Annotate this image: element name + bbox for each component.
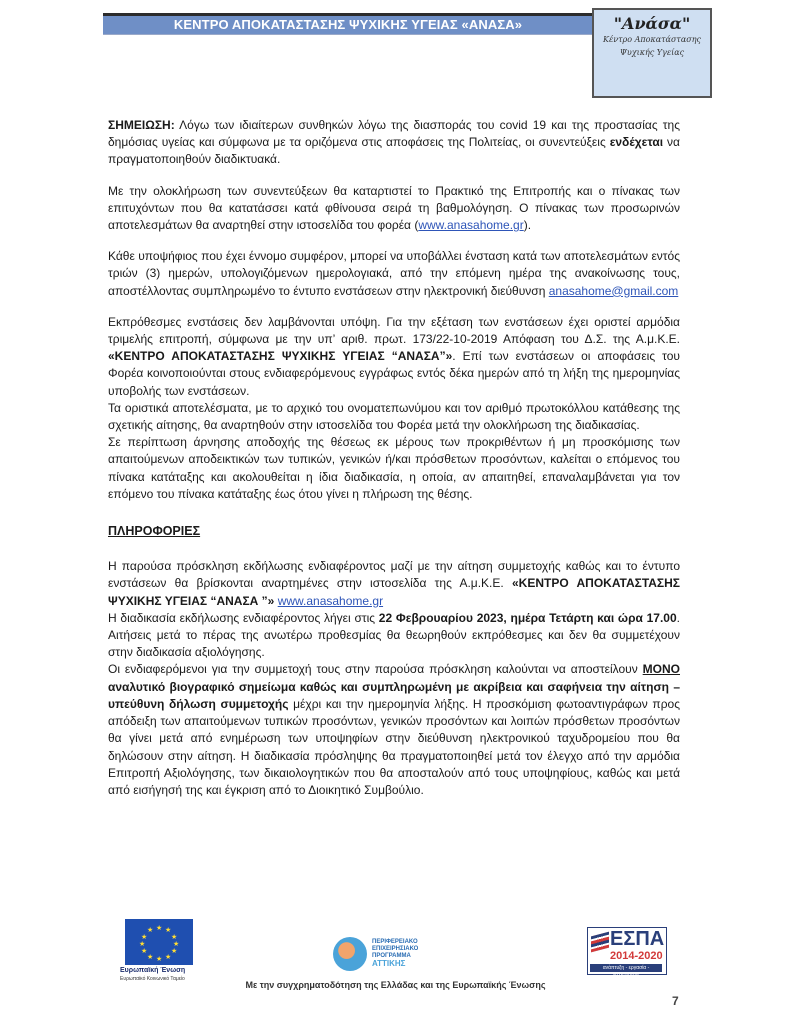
anasa-logo (592, 8, 712, 98)
espa-stripes-icon (591, 932, 609, 953)
final-results-paragraph: Τα οριστικά αποτελέσματα, με το αρχικό του ονοματεπωνύμου και τον αριθμό πρωτοκόλλου κατάθεσης της σχετικής αίτησης, θα αναρτηθούν στην ιστοσελίδα του Φορέα μετά την ολοκλήρωση της διαδικασίας. (108, 400, 680, 433)
eu-label: Ευρωπαϊκή Ένωση (120, 967, 186, 974)
eu-sublabel: Ευρωπαϊκό Κοινωνικό Ταμείο (120, 976, 185, 982)
objection-paragraph: Κάθε υποψήφιος που έχει έννομο συμφέρον, μπορεί να υποβάλλει ένσταση κατά των αποτελεσμάτων εντός τριών (3) ημερών, υπολογιζόμενων ημερολογιακά, από την επόμενη ημέρα της ανακοίνωσης τους, αποστέλλοντας συμπληρωμένο το έντυπο ενστάσεων στην ηλεκτρονική διεύθυνση anasahome@gmail.com (108, 249, 680, 298)
website-link-2[interactable]: www.anasahome.gr (277, 593, 384, 608)
email-link[interactable]: anasahome@gmail.com (548, 283, 679, 298)
info-paragraph-2: Η διαδικασία εκδήλωσης ενδιαφέροντος λήγει στις 22 Φεβρουαρίου 2023, ημέρα Τετάρτη και ώρα 17.00. Αιτήσεις μετά το πέρας της ανωτέρω προθεσμίας θα θεωρηθούν εκπρόθεσμες και δεν θα συμμετέχουν στην διαδικασία αξιολόγησης. (108, 610, 680, 660)
header-title: ΚΕΝΤΡΟ ΑΠΟΚΑΤΑΣΤΑΣΗΣ ΨΥΧΙΚΗΣ ΥΓΕΙΑΣ «ΑΝΑΣΑ» (173, 17, 523, 32)
document-body (108, 117, 680, 799)
page-number: 7 (672, 994, 679, 1008)
note-label: ΣΗΜΕΙΩΣΗ: (108, 118, 175, 132)
info-heading: ΠΛΗΡΟΦΟΡΙΕΣ (108, 524, 201, 539)
info-paragraph-1: Η παρούσα πρόσκληση εκδήλωσης ενδιαφέροντος μαζί με την αίτηση συμμετοχής καθώς και το έντυπο ενστάσεων θα βρίσκονται αναρτημένες στην ιστοσελίδα της Α.μ.Κ.Ε. «ΚΕΝΤΡΟ ΑΠΟΚΑΤΑΣΤΑΣΗΣ ΨΥΧΙΚΗΣ ΥΓΕΙΑΣ “ΑΝΑΣΑ ”» www.anasahome.gr (108, 559, 680, 608)
header-bar (103, 13, 593, 35)
website-link[interactable]: www.anasahome.gr (418, 218, 524, 233)
footer-logos (0, 915, 791, 982)
eu-flag-icon: ★ ★ ★ ★ ★ ★ ★ ★ ★ ★ ★ ★ (125, 919, 193, 965)
logo-line-1: Κέντρο Αποκατάστασης (603, 35, 701, 44)
note-paragraph: ΣΗΜΕΙΩΣΗ: Λόγω των ιδιαίτερων συνθηκών λόγω της διασποράς του covid 19 και της προστασίας της δημόσιας υγείας και σύμφωνα με τα οριζόμενα στις αποφάσεις της Πολιτείας, οι συνεντεύξεις ενδέχεται να πραγματοποιηθούν διαδικτυακά. (108, 118, 680, 167)
logo-line-2: Ψυχικής Υγείας (619, 48, 685, 57)
results-paragraph: Με την ολοκλήρωση των συνεντεύξεων θα καταρτιστεί το Πρακτικό της Επιτροπής και ο πίνακας των επιτυχόντων που θα κατατάσσει κατά φθίνουσα σειρά τη βαθμολόγηση. Ο πίνακας των προσωρινών αποτελεσμάτων θα αναρτηθεί στην ιστοσελίδα του φορέα (www.anasahome.gr). (108, 183, 680, 233)
logo-name: "Ανάσα" (613, 14, 691, 33)
late-objections-paragraph: Εκπρόθεσμες ενστάσεις δεν λαμβάνονται υπόψη. Για την εξέταση των ενστάσεων έχει οριστεί αρμόδια τριμελής επιτροπή, σύμφωνα με την υπ’ αριθ. πρωτ. 173/22-10-2019 Απόφαση του Δ.Σ. της Α.μ.Κ.Ε. «ΚΕΝΤΡΟ ΑΠΟΚΑΤΑΣΤΑΣΗΣ ΨΥΧΙΚΗΣ ΥΓΕΙΑΣ “ΑΝΑΣΑ”». Επί των ενστάσεων οι αποφάσεις του Φορέα κοινοποιούνται στους ενδιαφερόμενους εγγράφως εντός δέκα ημερών από τη λήξη της ημερομηνίας υποβολής των ενστάσεων. (108, 314, 680, 398)
espa-logo: ΕΣΠΑ 2014-2020 ανάπτυξη - εργασία - αλληλεγγύη (587, 927, 667, 975)
pep-attica-label: ΠΕΡΙΦΕΡΕΙΑΚΟ ΕΠΙΧΕΙΡΗΣΙΑΚΟ ΠΡΟΓΡΑΜΜΑ ΑΤΤΙΚΗΣ (372, 939, 419, 968)
cofinancing-note: Με την συγχρηματοδότηση της Ελλάδας και της Ευρωπαϊκής Ένωσης (245, 980, 546, 990)
refusal-paragraph: Σε περίπτωση άρνησης αποδοχής της θέσεως εκ μέρους των προκριθέντων ή μη προσκόμισης των απαιτούμενων αποδεικτικών των τυπικών, γενικών ή/και πρόσθετων προσόντων, καλείται ο επόμενος του πίνακα κατάταξης και ακολουθείται η ίδια διαδικασία, η οποία, αν απαιτηθεί, επαναλαμβάνεται για τον επόμενο του πίνακα κατάταξης έως ότου γίνει η πλήρωση της θέσης. (108, 435, 680, 501)
info-paragraph-3: Οι ενδιαφερόμενοι για την συμμετοχή τους στην παρούσα πρόσκληση καλούνται να αποστείλουν ΜΟΝΟ αναλυτικό βιογραφικό σημείωμα καθώς και συμπληρωμένη με ακρίβεια και σαφήνεια την αίτηση – υπεύθυνη δήλωση συμμετοχής μέχρι και την ημερομηνία λήξης. Η προσκόμιση φωτοαντιγράφων προς απόδειξη των απαιτούμενων τυπικών προσόντων, γενικών προσόντων και λοιπών πρόσθετων προσόντων θα γίνει μετά από ενημέρωση των υποψηφίων στην διεύθυνση ηλεκτρονικού ταχυδρομείου που θα δηλώσουν στην αίτηση. Η διαδικασία πρόσληψης θα πραγματοποιηθεί μετά τον έλεγχο από την αρμόδια Επιτροπή Αξιολόγησης, των δικαιολογητικών που θα αποσταλούν από τους υποψηφίους, καθώς και μετά από εισήγησή της και έγκριση από το Διοικητικό Συμβούλιο. (108, 662, 680, 797)
pep-attica-icon (333, 937, 367, 971)
